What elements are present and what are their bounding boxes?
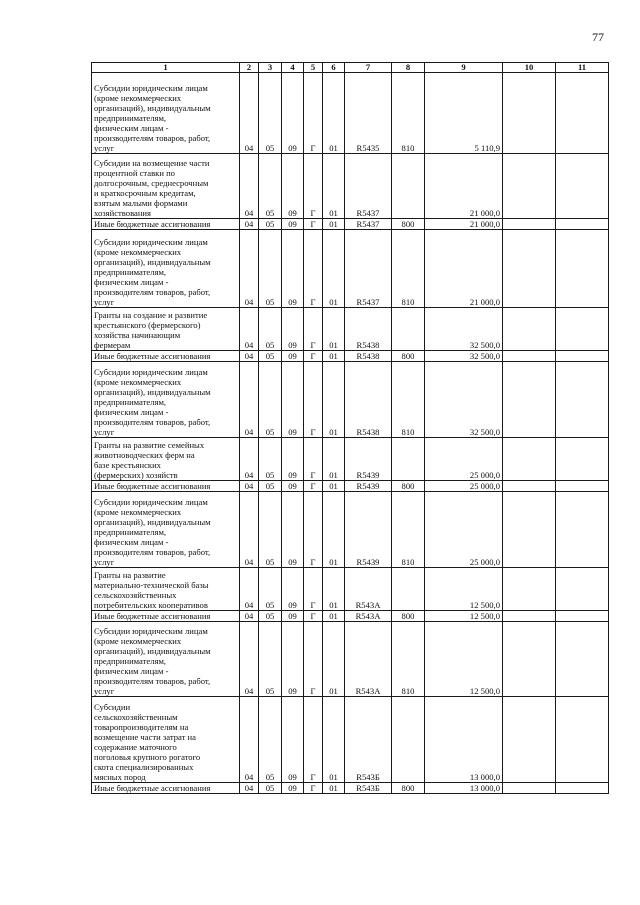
row-name: Иные бюджетные ассигнования [92,481,240,492]
row-code-c6: 01 [323,783,345,794]
column-header-2: 2 [240,63,259,73]
row-amount: 32 500,0 [425,351,503,362]
row-empty-c10 [503,568,556,611]
column-header-3: 3 [259,63,282,73]
row-code-c5: Г [304,492,323,568]
row-code-c6: 01 [323,622,345,697]
row-code-c3: 05 [259,230,282,308]
budget-table [91,62,609,794]
column-header-11: 11 [556,63,609,73]
column-header-4: 4 [282,63,304,73]
row-code-c6: 01 [323,73,345,154]
row-code-c8 [392,697,425,783]
row-code-c4: 09 [282,219,304,230]
row-code-c6: 01 [323,230,345,308]
row-code-c2: 04 [240,73,259,154]
row-empty-c11 [556,438,609,481]
row-code-c5: Г [304,73,323,154]
row-code-c4: 09 [282,568,304,611]
row-code-c8 [392,568,425,611]
row-amount: 13 000,0 [425,783,503,794]
row-code-c3: 05 [259,154,282,219]
page-number: 77 [592,30,604,44]
row-code-c2: 04 [240,154,259,219]
row-code-c5: Г [304,783,323,794]
table-body [92,73,609,794]
row-empty-c10 [503,308,556,351]
row-code-c8: 810 [392,492,425,568]
row-code-c8: 800 [392,783,425,794]
row-code-c3: 05 [259,351,282,362]
row-amount: 12 500,0 [425,568,503,611]
row-code-c7: R543Б [345,697,392,783]
row-empty-c11 [556,697,609,783]
row-code-c4: 09 [282,351,304,362]
row-code-c4: 09 [282,622,304,697]
row-amount: 13 000,0 [425,697,503,783]
row-empty-c11 [556,783,609,794]
row-code-c2: 04 [240,351,259,362]
row-empty-c11 [556,219,609,230]
row-code-c3: 05 [259,362,282,438]
row-code-c2: 04 [240,568,259,611]
row-amount: 25 000,0 [425,438,503,481]
row-code-c2: 04 [240,438,259,481]
column-header-6: 6 [323,63,345,73]
row-code-c5: Г [304,568,323,611]
row-code-c3: 05 [259,611,282,622]
row-code-c6: 01 [323,219,345,230]
row-code-c3: 05 [259,219,282,230]
row-empty-c10 [503,697,556,783]
row-code-c6: 01 [323,351,345,362]
row-code-c6: 01 [323,362,345,438]
row-name: Иные бюджетные ассигнования [92,219,240,230]
row-code-c5: Г [304,219,323,230]
table-header-row [92,63,609,73]
row-amount: 21 000,0 [425,154,503,219]
row-code-c4: 09 [282,308,304,351]
row-name: Субсидии юридическим лицам (кроме некоммерческих организаций), индивидуальным предпринимателям, физическим лицам - производителям товаров, работ, услуг [92,73,240,154]
row-code-c5: Г [304,611,323,622]
row-code-c8: 800 [392,481,425,492]
row-code-c5: Г [304,351,323,362]
row-empty-c10 [503,219,556,230]
table-row [92,230,609,308]
row-empty-c11 [556,492,609,568]
row-code-c6: 01 [323,308,345,351]
table-row [92,219,609,230]
row-code-c7: R5438 [345,351,392,362]
row-code-c8: 800 [392,219,425,230]
column-header-8: 8 [392,63,425,73]
row-code-c7: R5439 [345,492,392,568]
row-amount: 21 000,0 [425,219,503,230]
row-code-c5: Г [304,308,323,351]
row-name: Иные бюджетные ассигнования [92,783,240,794]
row-empty-c10 [503,73,556,154]
row-code-c8: 810 [392,362,425,438]
row-code-c6: 01 [323,697,345,783]
table-row [92,73,609,154]
row-code-c2: 04 [240,492,259,568]
row-empty-c11 [556,73,609,154]
row-name: Субсидии сельскохозяйственным товаропроизводителям на возмещение части затрат на содержание маточного поголовья крупного рогатого скота специализированных мясных пород [92,697,240,783]
row-code-c7: R5438 [345,308,392,351]
row-code-c6: 01 [323,481,345,492]
row-empty-c11 [556,308,609,351]
row-name: Гранты на развитие материально-технической базы сельскохозяйственных потребительских кооперативов [92,568,240,611]
row-code-c8: 810 [392,622,425,697]
row-code-c2: 04 [240,481,259,492]
row-code-c3: 05 [259,492,282,568]
row-empty-c10 [503,362,556,438]
row-code-c7: R543Б [345,783,392,794]
row-name: Гранты на развитие семейных животноводческих ферм на базе крестьянских (фермерских) хозяйств [92,438,240,481]
row-code-c2: 04 [240,230,259,308]
row-name: Субсидии юридическим лицам (кроме некоммерческих организаций), индивидуальным предпринимателям, физическим лицам - производителям товаров, работ, услуг [92,230,240,308]
row-code-c8: 800 [392,351,425,362]
row-code-c7: R5439 [345,438,392,481]
row-empty-c11 [556,611,609,622]
row-code-c3: 05 [259,622,282,697]
row-code-c5: Г [304,481,323,492]
row-code-c2: 04 [240,697,259,783]
row-empty-c11 [556,481,609,492]
row-name: Иные бюджетные ассигнования [92,611,240,622]
row-empty-c11 [556,230,609,308]
row-code-c7: R543А [345,568,392,611]
row-code-c6: 01 [323,492,345,568]
table-row [92,622,609,697]
row-code-c6: 01 [323,154,345,219]
row-code-c4: 09 [282,783,304,794]
row-empty-c11 [556,351,609,362]
row-empty-c11 [556,154,609,219]
row-empty-c10 [503,783,556,794]
row-code-c3: 05 [259,783,282,794]
row-code-c2: 04 [240,622,259,697]
row-code-c8 [392,438,425,481]
row-amount: 32 500,0 [425,308,503,351]
row-code-c7: R5439 [345,481,392,492]
row-empty-c11 [556,568,609,611]
row-code-c8: 810 [392,73,425,154]
column-header-10: 10 [503,63,556,73]
row-code-c3: 05 [259,481,282,492]
row-amount: 12 500,0 [425,611,503,622]
row-code-c5: Г [304,438,323,481]
row-name: Субсидии юридическим лицам (кроме некоммерческих организаций), индивидуальным предпринимателям, физическим лицам - производителям товаров, работ, услуг [92,362,240,438]
table-row [92,568,609,611]
row-name: Субсидии юридическим лицам (кроме некоммерческих организаций), индивидуальным предпринимателям, физическим лицам - производителям товаров, работ, услуг [92,622,240,697]
row-code-c6: 01 [323,611,345,622]
row-code-c2: 04 [240,783,259,794]
row-empty-c10 [503,230,556,308]
row-code-c8: 810 [392,230,425,308]
row-code-c4: 09 [282,362,304,438]
row-name: Иные бюджетные ассигнования [92,351,240,362]
row-code-c2: 04 [240,611,259,622]
row-code-c4: 09 [282,611,304,622]
row-code-c3: 05 [259,73,282,154]
table-row [92,611,609,622]
row-code-c4: 09 [282,438,304,481]
row-empty-c10 [503,481,556,492]
row-code-c5: Г [304,154,323,219]
table-row [92,308,609,351]
row-amount: 5 110,9 [425,73,503,154]
column-header-7: 7 [345,63,392,73]
row-code-c8 [392,308,425,351]
table-row [92,438,609,481]
row-code-c7: R5437 [345,154,392,219]
column-header-5: 5 [304,63,323,73]
row-code-c4: 09 [282,492,304,568]
row-code-c5: Г [304,697,323,783]
table-row [92,362,609,438]
row-code-c4: 09 [282,230,304,308]
table-row [92,351,609,362]
row-empty-c10 [503,154,556,219]
row-code-c8: 800 [392,611,425,622]
row-amount: 12 500,0 [425,622,503,697]
row-empty-c10 [503,438,556,481]
row-empty-c10 [503,351,556,362]
row-code-c4: 09 [282,481,304,492]
row-amount: 32 500,0 [425,362,503,438]
table-row [92,481,609,492]
table-row [92,697,609,783]
row-code-c7: R5437 [345,219,392,230]
row-code-c7: R543А [345,611,392,622]
row-code-c2: 04 [240,362,259,438]
row-code-c3: 05 [259,438,282,481]
row-code-c4: 09 [282,73,304,154]
table-row [92,492,609,568]
row-code-c7: R5435 [345,73,392,154]
row-name: Субсидии на возмещение части процентной ставки по долгосрочным, среднесрочным и краткосрочным кредитам, взятым малыми формами хозяйствования [92,154,240,219]
row-code-c2: 04 [240,219,259,230]
row-empty-c10 [503,622,556,697]
column-header-9: 9 [425,63,503,73]
row-code-c4: 09 [282,697,304,783]
row-empty-c11 [556,362,609,438]
row-code-c7: R5438 [345,362,392,438]
row-code-c5: Г [304,622,323,697]
row-amount: 25 000,0 [425,492,503,568]
row-code-c6: 01 [323,438,345,481]
row-code-c6: 01 [323,568,345,611]
column-header-1: 1 [92,63,240,73]
row-code-c4: 09 [282,154,304,219]
row-name: Субсидии юридическим лицам (кроме некоммерческих организаций), индивидуальным предпринимателям, физическим лицам - производителям товаров, работ, услуг [92,492,240,568]
row-name: Гранты на создание и развитие крестьянского (фермерского) хозяйства начинающим фермерам [92,308,240,351]
row-code-c5: Г [304,362,323,438]
row-code-c5: Г [304,230,323,308]
row-code-c3: 05 [259,697,282,783]
row-amount: 25 000,0 [425,481,503,492]
table-row [92,783,609,794]
row-code-c7: R5437 [345,230,392,308]
row-empty-c10 [503,611,556,622]
row-amount: 21 000,0 [425,230,503,308]
row-code-c2: 04 [240,308,259,351]
table-row [92,154,609,219]
row-code-c3: 05 [259,308,282,351]
row-empty-c11 [556,622,609,697]
row-code-c3: 05 [259,568,282,611]
row-code-c7: R543А [345,622,392,697]
row-code-c8 [392,154,425,219]
row-empty-c10 [503,492,556,568]
